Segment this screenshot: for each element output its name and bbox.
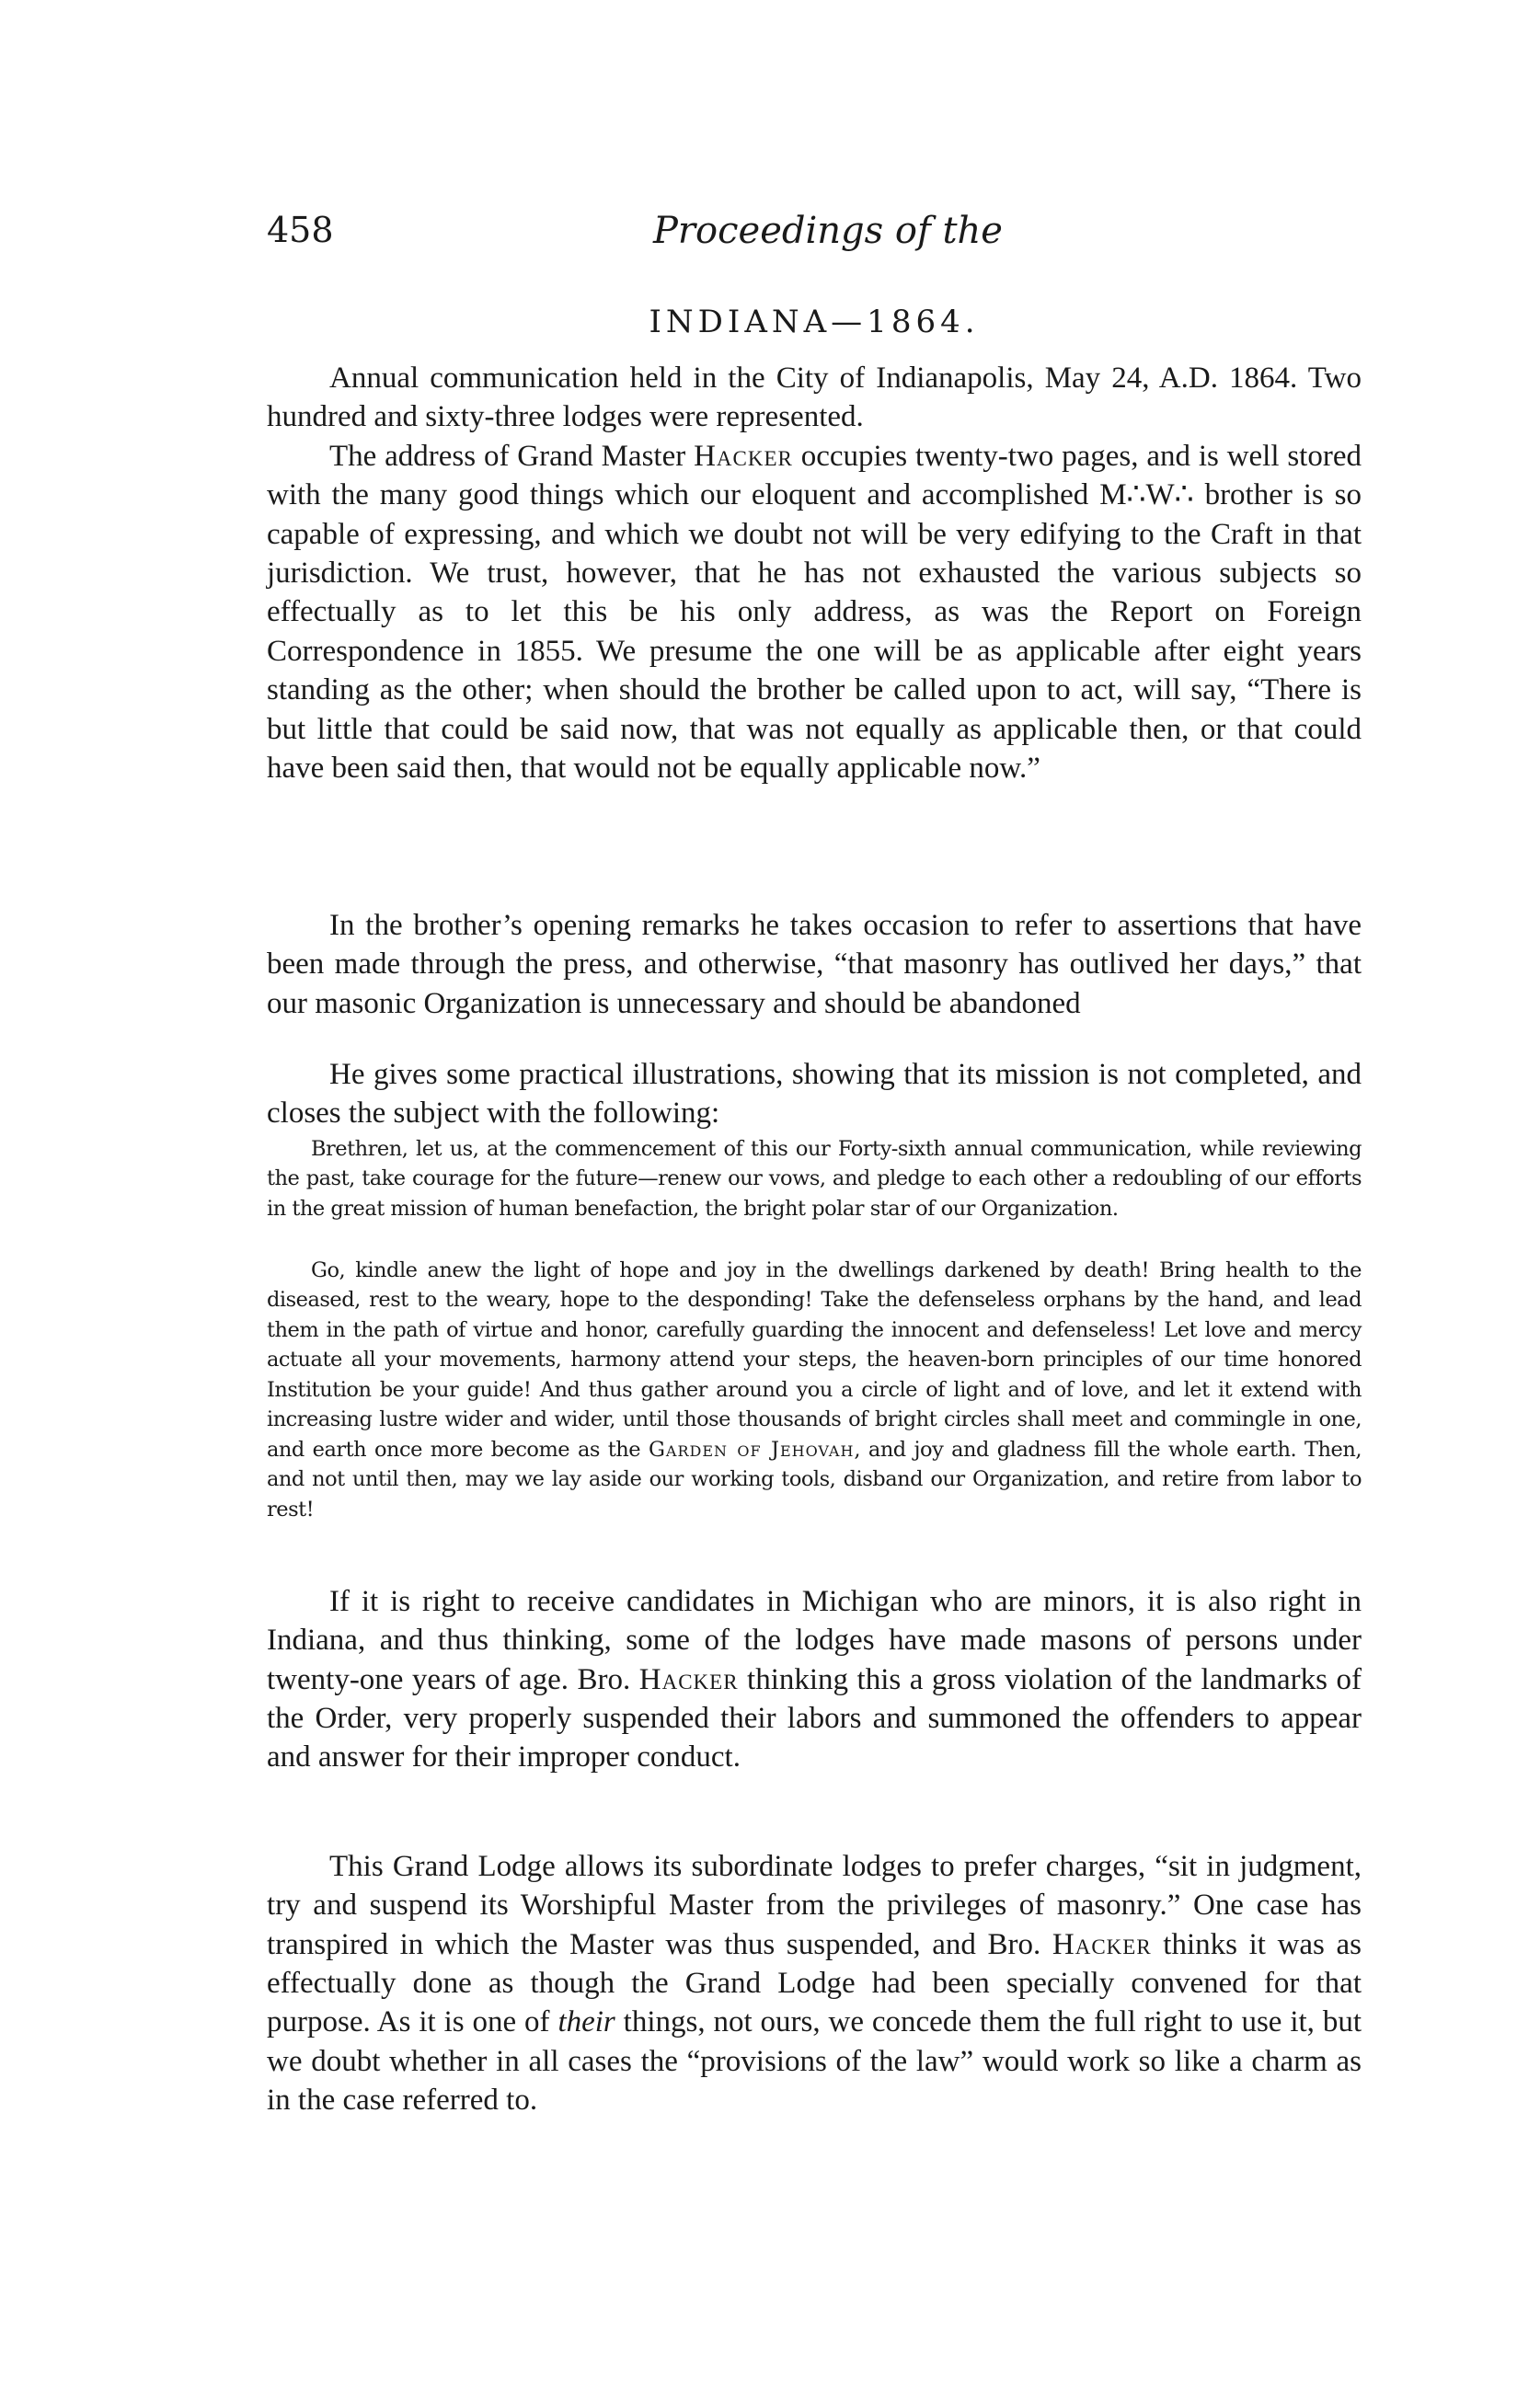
paragraph-illustrations [267, 1055, 1362, 1131]
paragraph-text: If it is right to receive candidates in Michigan who are minors, it is also right in Indiana, and thus thinking, some of the lodges have made masons of persons under twenty-one years of age. Bro. [267, 1584, 1362, 1696]
quote-text: , and joy and gladness fill the whole earth. Then, and not until then, may we lay aside our working tools, disband our Organization, and retire from labor to rest! [267, 1437, 1362, 1522]
paragraph-suspension [267, 1847, 1362, 2123]
paragraph-grand-master-address [267, 437, 1362, 906]
body-text [267, 359, 1362, 2123]
emphasis-their: their [557, 2005, 615, 2039]
grand-master-name: Hacker [694, 439, 793, 473]
paragraph-text: The address of Grand Master [329, 439, 695, 473]
paragraph-text: thinking this a gross violation of the landmarks of the Order, very properly suspended their labors and summoned the offenders to appear and answer for their improper conduct. [267, 1662, 1362, 1774]
quote-text: Go, kindle anew the light of hope and joy in the dwellings darkened by death! Bring health to the diseased, rest to the weary, hope to the desponding! Take the defenseless orphans by the hand, and lead them in the path of virtue and honor, carefully guarding the innocent and defenseless! Let love and mercy actuate all your movements, harmony attend your steps, the heaven-born principles of our time honored Institution be your guide! And thus gather around you a circle of light and of love, and let it extend with increasing lustre wider and wider, until those thousands of bright circles shall meet and commingle in one, and earth once more become as the [267, 1257, 1362, 1462]
paragraph-text: thinks it was as effectually done as though the Grand Lodge had been specially convened for that purpose. As it is one of [267, 1927, 1362, 2039]
page-header [267, 210, 1362, 265]
paragraph-minors [267, 1582, 1362, 1847]
paragraph-text: He gives some practical illustrations, showing that its mission is not completed, and closes the subject with the following: [267, 1057, 1362, 1131]
paragraph-text: occupies twenty-two pages, and is well stored with the many good things which our eloquent and accomplished M∴W∴ brother is so capable of expressing, and which we doubt not will be very edifying to the Craft in that jurisdiction. We trust, however, that he has not exhausted the various subjects so effectually as to let this be his only address, as was the Report on Foreign Correspondence in 1855. We presume the one will be as applicable after eight years standing as the other; when should the brother be called upon to act, will say, “There is but little that could be said now, that was not equally as applicable then, or that could have been said then, that would not be equally applicable now.” [267, 439, 1362, 786]
page-number: 458 [267, 210, 334, 250]
quoted-passage-brethren [267, 1134, 1362, 1256]
paragraph-text: This Grand Lodge allows its subordinate lodges to prefer charges, “sit in judgment, try and suspend its Worshipful Master from the privileges of masonry.” One case has transpired in which the Master was thus suspended, and Bro. [267, 1849, 1362, 1961]
paragraph-text: things, not ours, we concede them the full right to use it, but we doubt whether in all cases the “provisions of the law” would work so like a charm as in the case referred to. [267, 2005, 1362, 2118]
paragraph-text: Annual communication held in the City of Indianapolis, May 24, A.D. 1864. Two hundred and sixty-three lodges were represented. [267, 362, 1362, 434]
paragraph-opening-remarks [267, 906, 1362, 1055]
running-title: Proceedings of the [653, 210, 1003, 252]
section-title: INDIANA—1864. [649, 304, 980, 340]
garden-of-jehovah: Garden of Jehovah [648, 1437, 855, 1462]
grand-master-name: Hacker [638, 1662, 739, 1696]
paragraph-text: In the brother’s opening remarks he takes occasion to refer to assertions that have been made through the press, and otherwise, “that masonry has outlived her days,” that our masonic Organization is unnecessary and should be abandoned [267, 908, 1362, 1020]
paragraph-annual-communication [267, 359, 1362, 437]
quoted-passage-kindle [267, 1256, 1362, 1573]
grand-master-name: Hacker [1052, 1927, 1152, 1961]
quote-text: Brethren, let us, at the commencement of this our Forty-sixth annual communication, while reviewing the past, take courage for the future—renew our vows, and pledge to each other a redoubling of our efforts in the great mission of human benefaction, the bright polar star of our Organization. [267, 1136, 1362, 1221]
